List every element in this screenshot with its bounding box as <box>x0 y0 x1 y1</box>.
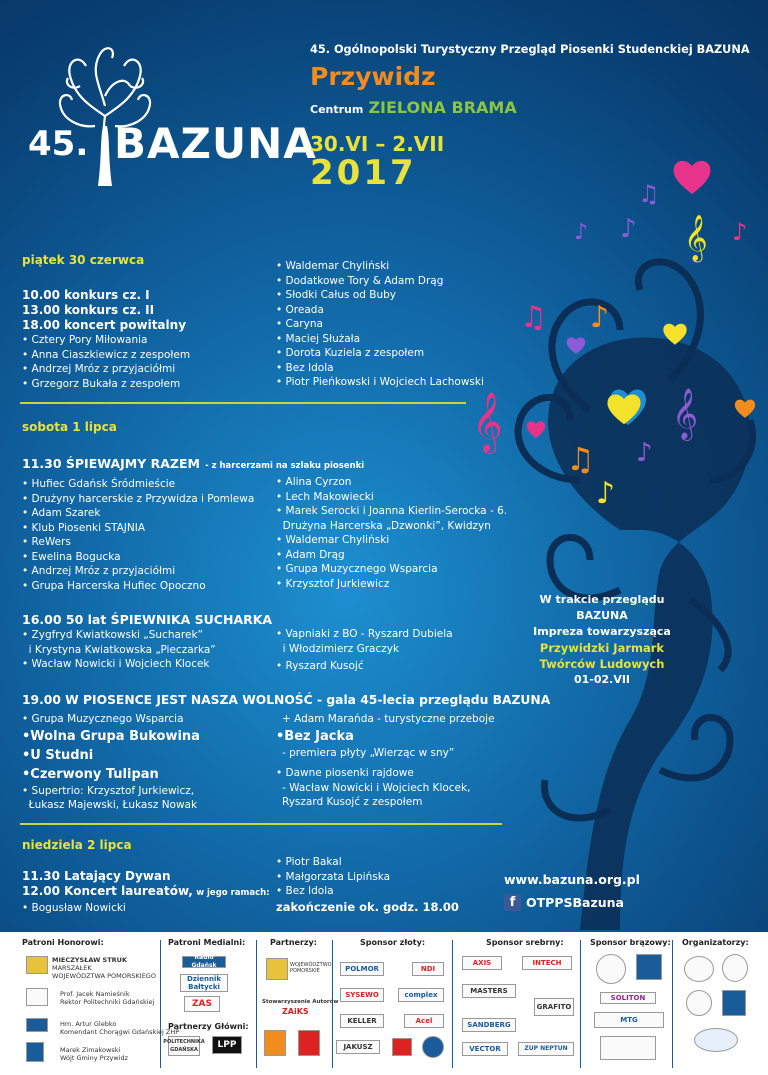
event-note: - z harcerzami na szlaku piosenki <box>205 461 365 471</box>
festival-year: 2017 <box>310 153 417 193</box>
sponsor-logo <box>392 1038 412 1056</box>
sponsor-logo <box>600 1036 656 1060</box>
list-item: • Bogusław Nowicki <box>22 902 126 914</box>
venue-prefix: Centrum <box>310 103 364 116</box>
sponsor-logo: KELLER <box>340 1014 384 1028</box>
patron <box>60 1020 179 1036</box>
list-item: Ryszard Kusojć z zespołem <box>282 796 423 808</box>
list-item: • ReWers <box>22 536 71 548</box>
partner-logo <box>298 1030 320 1056</box>
festival-title: 45. Ogólnopolski Turystyczny Przegląd Piosenki Studenckiej BAZUNA <box>310 43 750 56</box>
music-note-icon: ♪ <box>732 218 748 246</box>
divider <box>580 940 581 1068</box>
music-note-icon: ♪ <box>574 220 589 245</box>
divider <box>160 940 161 1068</box>
facebook-link[interactable] <box>504 894 624 911</box>
list-item: Łukasz Majewski, Łukasz Nowak <box>22 799 198 811</box>
partner-name: Stowarzyszenie Autorów <box>262 999 339 1005</box>
list-item: • Hufiec Gdańsk Śródmieście <box>22 478 176 490</box>
list-item: • Piotr Bakal <box>276 856 342 868</box>
event3-left-list <box>22 712 200 813</box>
list-item: • Piotr Pieńkowski i Wojciech Lachowski <box>276 376 484 388</box>
media-logo: ZAS <box>184 996 220 1012</box>
organizer-logo <box>686 990 712 1016</box>
organizer-logo <box>722 990 746 1016</box>
sponsors-footer <box>0 932 768 1075</box>
logo-name: BAZUNA <box>114 119 317 168</box>
list-item: • Grzegorz Bukała z zespołem <box>22 377 181 390</box>
sunday-left-list <box>22 869 270 916</box>
list-item: • Vapniaki z BO - Ryszard Dubiela <box>276 628 453 640</box>
sponsor-logo: NDI <box>412 962 444 976</box>
list-item: i Krystyna Kwiatkowska „Pieczarka” <box>22 643 216 656</box>
treble-clef-icon: 𝄞 <box>672 388 699 439</box>
list-item: • Bez Idola <box>276 885 334 897</box>
sponsor-logo <box>422 1036 444 1058</box>
list-item: • Dawne piosenki rajdowe <box>276 767 414 779</box>
sunday-right-list <box>276 855 459 916</box>
music-note-icon: ♪ <box>590 300 610 335</box>
heart-icon <box>526 420 546 439</box>
event-title: 12.00 Koncert laureatów, <box>22 884 193 898</box>
heart-icon <box>734 398 756 419</box>
list-item: • Ewelina Bogucka <box>22 550 121 563</box>
music-note-icon: ♪ <box>620 214 637 244</box>
patron <box>60 990 154 1006</box>
patron <box>52 956 156 980</box>
list-item: • Klub Piosenki STAJNIA <box>22 521 146 534</box>
patron-name: Hm. Artur Glebko <box>60 1020 117 1028</box>
place-name: Przywidz <box>310 62 436 91</box>
sponsor-logo: JAKUSZ <box>336 1040 380 1054</box>
event1-right-list <box>276 475 507 591</box>
list-item: • Alina Cyrzon <box>276 476 352 488</box>
sponsor-logo: ZUP NEPTUN <box>518 1042 574 1056</box>
event-title: 19.00 W PIOSENCE JEST NASZA WOLNOŚĆ - gala 45-lecia przeglądu BAZUNA <box>22 693 551 707</box>
list-item: 10.00 konkurs cz. I <box>22 288 150 302</box>
divider <box>452 940 453 1068</box>
list-item: • Zygfryd Kwiatkowski „Sucharek” <box>22 629 203 641</box>
sponsor-logo: VECTOR <box>462 1042 508 1056</box>
list-item: • Małgorzata Lipińska <box>276 870 391 883</box>
sponsor-logo <box>596 954 626 984</box>
website-link[interactable]: www.bazuna.org.pl <box>504 872 640 887</box>
list-item: • Dodatkowe Tory & Adam Drąg <box>276 274 444 287</box>
facebook-icon: f <box>504 894 521 911</box>
list-item: • Lech Makowiecki <box>276 490 374 503</box>
heart-icon <box>606 392 642 426</box>
music-note-icon: ♪ <box>636 438 653 468</box>
list-item: • Anna Ciaszkiewicz z zespołem <box>22 348 191 361</box>
side-event-info <box>512 592 692 688</box>
divider <box>20 823 502 825</box>
venue <box>310 98 517 117</box>
coat-of-arms-icon <box>26 956 48 974</box>
music-note-icon: ♫ <box>566 440 595 478</box>
list-item: zakończenie ok. godz. 18.00 <box>276 899 459 914</box>
list-item: • Oreada <box>276 303 324 316</box>
partner-logo <box>264 1030 286 1056</box>
sponsor-logo <box>636 954 662 980</box>
list-item: •Wolna Grupa Bukowina <box>22 728 200 744</box>
sponsor-logo: AXIS <box>462 956 502 970</box>
footer-heading: Patroni Honorowi: <box>22 938 104 947</box>
sponsor-logo: SOLITON <box>600 992 656 1004</box>
list-item: Drużyna Harcerska „Dzwonki”, Kwidzyn <box>276 519 491 532</box>
list-item: • Waldemar Chyliński <box>276 534 390 546</box>
list-item: • Ryszard Kusojć <box>276 660 364 672</box>
list-item: • Cztery Pory Miłowania <box>22 334 148 346</box>
list-item: • Wacław Nowicki i Wojciech Klocek <box>22 658 210 670</box>
list-item: • Andrzej Mróz z przyjaciółmi <box>22 565 176 577</box>
list-item: • Krzysztof Jurkiewicz <box>276 577 390 590</box>
event2-left-list <box>22 628 216 672</box>
partner-name: WOJEWÓDZTWO POMORSKIE <box>290 962 332 974</box>
patron-name: Marek Zimakowski <box>60 1046 121 1054</box>
main-partner-logo: POLITECHNIKA GDAŃSKA <box>168 1036 200 1056</box>
footer-heading: Partnerzy Główni: <box>168 1022 249 1031</box>
side-text: Przywidzki Jarmark <box>539 641 665 655</box>
list-item: i Włodzimierz Graczyk <box>276 642 400 655</box>
list-item: - Wacław Nowicki i Wojciech Klocek, <box>282 781 471 794</box>
friday-right-list <box>276 259 484 390</box>
patron-name: MIECZYSŁAW STRUK <box>52 956 127 964</box>
list-item: • Waldemar Chyliński <box>276 260 390 272</box>
sponsor-logo: INTECH <box>522 956 572 970</box>
day-title-saturday: sobota 1 lipca <box>22 420 117 434</box>
list-item: 13.00 konkurs cz. II <box>22 303 155 317</box>
music-note-icon: ♫ <box>520 300 547 335</box>
organizer-logo <box>694 1028 738 1052</box>
patron <box>60 1046 128 1062</box>
treble-clef-icon: 𝄞 <box>684 215 708 261</box>
heart-icon <box>566 336 586 355</box>
media-logo: Dziennik Bałtycki <box>180 974 228 992</box>
day-title-friday: piątek 30 czerwca <box>22 253 145 267</box>
list-item: • Drużyny harcerskie z Przywidza i Pomlewa <box>22 492 255 505</box>
friday-left-list <box>22 288 190 391</box>
event2-right-list <box>276 627 453 674</box>
sponsor-logo: SANDBERG <box>462 1018 516 1032</box>
zhp-logo <box>26 1018 48 1032</box>
sponsor-logo: GRAFITO <box>534 998 574 1016</box>
facebook-handle: OTPPSBazuna <box>526 895 624 910</box>
list-item: • Adam Drąg <box>276 548 345 561</box>
partner-name: ZAiKS <box>282 1007 309 1016</box>
list-item <box>22 884 270 901</box>
footer-heading: Partnerzy: <box>270 938 317 947</box>
event3-right-list <box>276 712 495 810</box>
list-item: • Grupa Muzycznego Wsparcia <box>276 563 438 575</box>
coat-of-arms-icon <box>26 1042 44 1062</box>
list-item: • Andrzej Mróz z przyjaciółmi <box>22 363 176 375</box>
event-note: w jego ramach: <box>196 888 270 898</box>
divider <box>672 940 673 1068</box>
list-item: • Supertrio: Krzysztof Jurkiewicz, <box>22 784 195 797</box>
patron-role: Rektor Politechniki Gdańskiej <box>60 998 155 1006</box>
heart-icon <box>662 322 688 346</box>
university-logo <box>26 988 48 1006</box>
side-text: Impreza towarzysząca <box>533 625 671 638</box>
list-item: • Caryna <box>276 318 323 330</box>
patron-role: Wójt Gminy Przywidz <box>60 1054 129 1062</box>
sponsor-logo: SYSEWO <box>340 988 384 1002</box>
list-item: - premiera płyty „Wierząc w sny” <box>282 746 455 759</box>
list-item: • Grupa Harcerska Hufiec Opoczno <box>22 579 206 592</box>
list-item: • Słodki Całus od Buby <box>276 289 396 301</box>
list-item: • Dorota Kuziela z zespołem <box>276 347 425 359</box>
event-title: 11.30 ŚPIEWAJMY RAZEM <box>22 456 200 471</box>
heart-icon <box>672 158 712 196</box>
side-text: 01-02.VII <box>573 673 631 686</box>
sponsor-logo: Acel <box>404 1014 444 1028</box>
event-heading <box>22 453 364 472</box>
organizer-logo <box>684 956 714 982</box>
list-item: 18.00 koncert powitalny <box>22 318 187 332</box>
event-title: 16.00 50 lat ŚPIEWNIKA SUCHARKA <box>22 612 273 627</box>
side-text: W trakcie przeglądu BAZUNA <box>539 593 665 622</box>
list-item: 11.30 Latający Dywan <box>22 869 171 883</box>
sponsor-logo: MTG <box>594 1012 664 1028</box>
footer-heading: Sponsor złoty: <box>360 938 426 947</box>
footer-heading: Sponsor brązowy: <box>590 938 671 947</box>
list-item: • Adam Szarek <box>22 507 101 519</box>
festival-dates: 30.VI – 2.VII <box>310 132 445 156</box>
partner-logo <box>266 958 288 980</box>
music-note-icon: ♫ <box>638 180 660 208</box>
footer-heading: Organizatorzy: <box>682 938 749 947</box>
footer-heading: Sponsor srebrny: <box>486 938 564 947</box>
list-item: • Maciej Służała <box>276 332 361 345</box>
day-title-sunday: niedziela 2 lipca <box>22 838 132 852</box>
divider <box>20 402 466 404</box>
side-text: Twórców Ludowych <box>539 657 665 671</box>
patron-name: Prof. Jacek Namieśnik <box>60 990 130 998</box>
event1-left-list <box>22 477 254 593</box>
patron-role: WOJEWÓDZTWA POMORSKIEGO <box>52 972 156 980</box>
list-item: •U Studni <box>22 747 94 763</box>
venue-name: ZIELONA BRAMA <box>368 98 517 117</box>
sponsor-logo: POLMOR <box>340 962 384 976</box>
patron-role: Komendant Chorągwi Gdańskiej ZHP <box>60 1028 180 1036</box>
music-note-icon: ♪ <box>596 476 616 511</box>
tree-illustration <box>470 150 768 930</box>
footer-heading: Patroni Medialni: <box>168 938 246 947</box>
logo-number: 45. <box>28 124 89 164</box>
list-item: • Bez Idola <box>276 361 334 374</box>
list-item: • Marek Serocki i Joanna Kierlin-Serocka - 6. <box>276 505 508 517</box>
organizer-logo <box>722 954 748 982</box>
list-item: •Czerwony Tulipan <box>22 766 159 782</box>
list-item: + Adam Marańda - turystyczne przeboje <box>282 713 495 725</box>
list-item: •Bez Jacka <box>276 728 354 744</box>
treble-clef-icon: 𝄞 <box>472 392 503 452</box>
media-logo: Radio Gdańsk <box>182 956 226 968</box>
divider <box>256 940 257 1068</box>
list-item: • Grupa Muzycznego Wsparcia <box>22 713 184 725</box>
sponsor-logo: MASTERS <box>462 984 516 998</box>
main-partner-logo: LPP <box>212 1036 242 1054</box>
patron-role: MARSZAŁEK <box>52 964 92 972</box>
sponsor-logo: complex <box>398 988 444 1002</box>
